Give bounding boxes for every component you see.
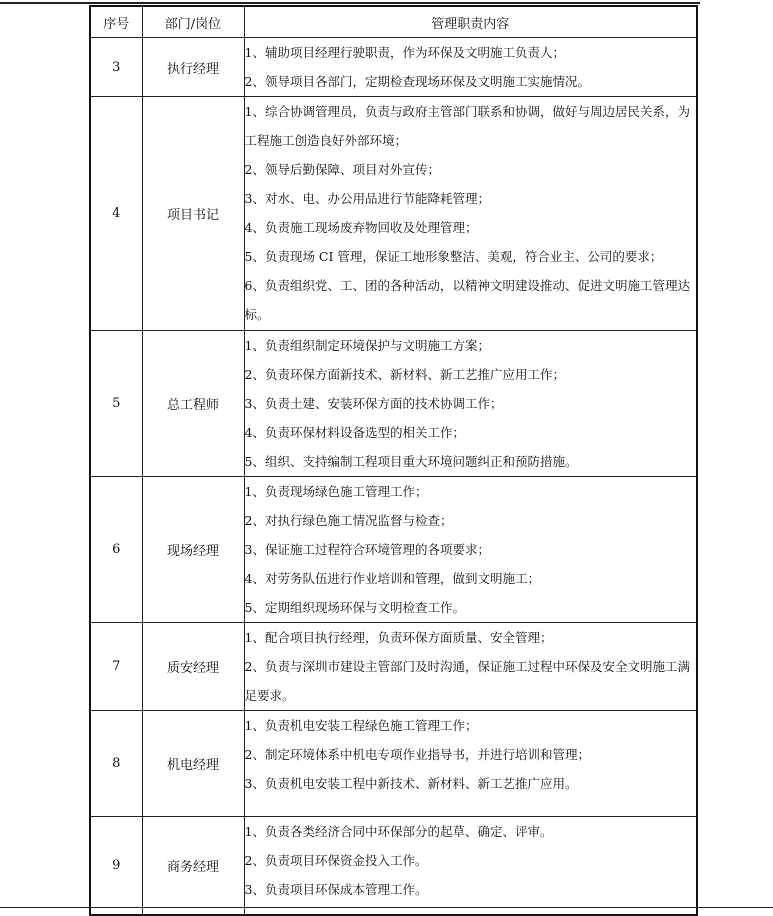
duty-line: 2、负责与深圳市建设主管部门及时沟通，保证施工过程中环保及安全文明施工满足要求。 [244, 659, 690, 703]
row-role: 执行经理 [142, 38, 244, 97]
row-duties [244, 477, 697, 623]
table-row [90, 331, 697, 477]
duty-line: 3、负责项目环保成本管理工作。 [244, 882, 428, 897]
duty-line: 5、定期组织现场环保与文明检查工作。 [244, 600, 465, 615]
duty-line: 1、配合项目执行经理，负责环保方面质量、安全管理； [244, 630, 553, 645]
duty-line: 3、负责机电安装工程中新技术、新材料、新工艺推广应用。 [244, 776, 578, 791]
duty-line: 2、负责环保方面新技术、新材料、新工艺推广应用工作； [244, 367, 565, 382]
row-seq: 8 [90, 711, 142, 817]
duty-line: 3、对水、电、办公用品进行节能降耗管理； [244, 191, 490, 206]
duties-table [89, 5, 698, 916]
row-duties [244, 38, 697, 97]
duty-line: 6、负责组织党、工、团的各种活动，以精神文明建设推动、促进文明施工管理达标。 [244, 278, 690, 322]
row-seq: 6 [90, 477, 142, 623]
row-duties [244, 623, 697, 711]
row-seq: 3 [90, 38, 142, 97]
duty-line: 2、负责项目环保资金投入工作。 [244, 853, 428, 868]
duty-line: 3、保证施工过程符合环境管理的各项要求； [244, 542, 490, 557]
duty-line: 1、负责组织制定环境保护与文明施工方案； [244, 338, 490, 353]
duty-line: 4、负责施工现场废弃物回收及处理管理； [244, 220, 478, 235]
row-seq: 5 [90, 331, 142, 477]
row-duties [244, 331, 697, 477]
duty-line: 1、负责各类经济合同中环保部分的起草、确定、评审。 [244, 824, 553, 839]
duty-line: 2、对执行绿色施工情况监督与检查； [244, 513, 453, 528]
bottom-rule [0, 907, 773, 908]
row-duties [244, 97, 697, 331]
table-row [90, 817, 697, 915]
row-duties [244, 817, 697, 915]
row-duties [244, 711, 697, 817]
row-role: 总工程师 [142, 331, 244, 477]
row-role: 项目书记 [142, 97, 244, 331]
top-rule [0, 2, 700, 4]
header-duties: 管理职责内容 [244, 6, 697, 38]
row-role: 机电经理 [142, 711, 244, 817]
table-header-row [90, 6, 697, 38]
row-role: 商务经理 [142, 817, 244, 915]
duty-line: 2、制定环境体系中机电专项作业指导书，并进行培训和管理； [244, 747, 590, 762]
duty-line: 4、负责环保材料设备选型的相关工作； [244, 425, 465, 440]
table-row [90, 711, 697, 817]
duty-line: 5、负责现场 CI 管理，保证工地形象整洁、美观，符合业主、公司的要求； [244, 249, 663, 264]
table-row [90, 623, 697, 711]
duty-line: 2、领导后勤保障、项目对外宣传； [244, 162, 440, 177]
table-row [90, 38, 697, 97]
table-row [90, 97, 697, 331]
duty-line: 4、对劳务队伍进行作业培训和管理，做到文明施工； [244, 571, 540, 586]
row-seq: 9 [90, 817, 142, 915]
duty-line: 1、综合协调管理员，负责与政府主管部门联系和协调，做好与周边居民关系，为工程施工创造良好外部环境； [244, 104, 690, 148]
duty-line: 1、辅助项目经理行驶职责，作为环保及文明施工负责人； [244, 45, 565, 60]
header-role: 部门/岗位 [142, 6, 244, 38]
row-role: 质安经理 [142, 623, 244, 711]
header-seq: 序号 [90, 6, 142, 38]
row-role: 现场经理 [142, 477, 244, 623]
duty-line: 1、负责现场绿色施工管理工作； [244, 484, 428, 499]
row-seq: 4 [90, 97, 142, 331]
duty-line: 5、组织、支持编制工程项目重大环境问题纠正和预防措施。 [244, 454, 578, 469]
table-row [90, 477, 697, 623]
row-seq: 7 [90, 623, 142, 711]
duty-line: 2、领导项目各部门，定期检查现场环保及文明施工实施情况。 [244, 74, 590, 89]
duty-line: 3、负责土建、安装环保方面的技术协调工作； [244, 396, 503, 411]
duty-line: 1、负责机电安装工程绿色施工管理工作； [244, 718, 478, 733]
